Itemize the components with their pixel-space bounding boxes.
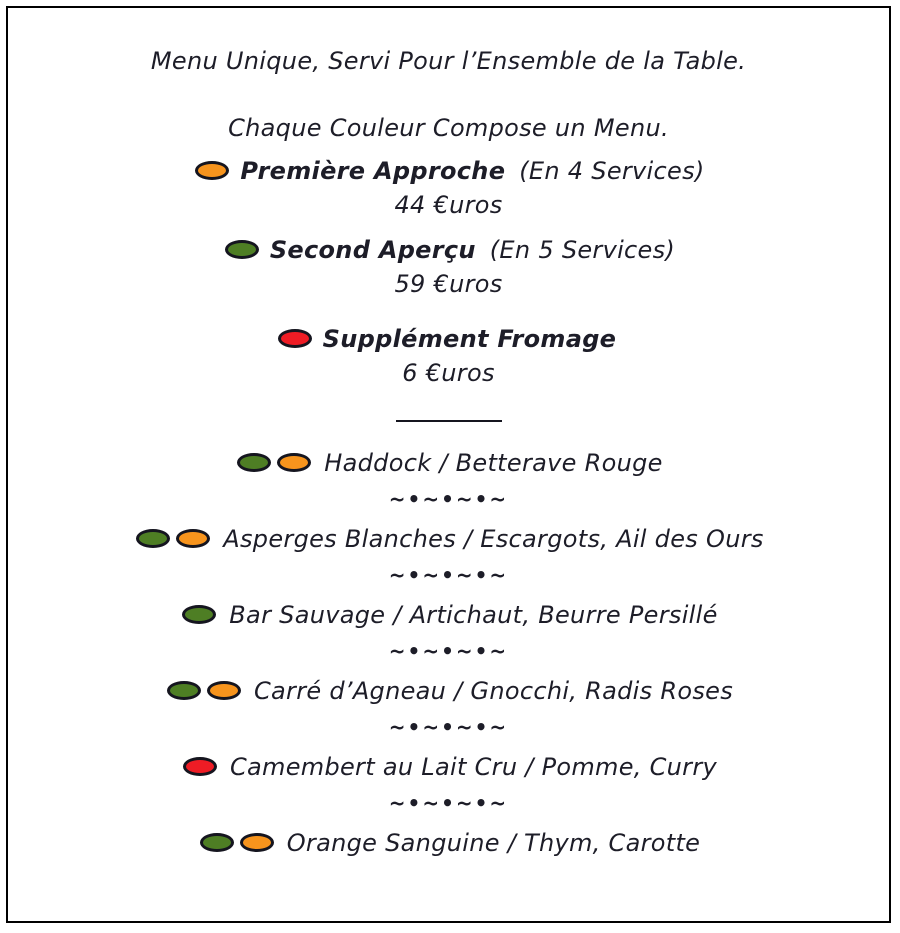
dish-dot-group (180, 753, 220, 781)
menu-subtitle: Chaque Couleur Compose un Menu. (228, 114, 669, 142)
dish-dot-group (164, 677, 244, 705)
dish-separator: ~•~•~•~ (388, 563, 509, 587)
green-dot (167, 681, 201, 700)
menu-option-price: 59 €uros (394, 270, 503, 298)
orange-dot (240, 833, 274, 852)
page-frame (6, 6, 891, 923)
dish-separator: ~•~•~•~ (388, 791, 509, 815)
dish-row (8, 750, 889, 784)
dish-row (8, 674, 889, 708)
dish-row (8, 598, 889, 632)
red-dot (183, 757, 217, 776)
dish-dot-group (179, 601, 219, 629)
menu-option-name: Supplément Fromage (322, 325, 617, 353)
dish-row (8, 522, 889, 556)
menu-option-price: 44 €uros (394, 191, 503, 219)
menu-option-second (8, 233, 889, 267)
dish-dot-group (234, 449, 314, 477)
dish-label: Asperges Blanches / Escargots, Ail des Ours (223, 525, 764, 553)
dish-dot-group (197, 829, 277, 857)
dish-label: Camembert au Lait Cru / Pomme, Curry (229, 753, 718, 781)
green-dot (237, 453, 271, 472)
menu-option-name: Second Aperçu (269, 236, 476, 264)
dish-separator: ~•~•~•~ (388, 487, 509, 511)
orange-dot (176, 529, 210, 548)
green-dot (136, 529, 170, 548)
menu-option-supplement (8, 322, 889, 356)
orange-dot (207, 681, 241, 700)
dish-separator: ~•~•~•~ (388, 715, 509, 739)
dish-label: Bar Sauvage / Artichaut, Beurre Persillé (229, 601, 718, 629)
green-dot (225, 240, 259, 259)
orange-dot (277, 453, 311, 472)
menu-option-detail: (En 4 Services) (519, 157, 705, 185)
orange-dot (195, 161, 229, 180)
menu-option-detail: (En 5 Services) (489, 236, 676, 264)
dish-label: Haddock / Betterave Rouge (324, 449, 663, 477)
menu-title: Menu Unique, Servi Pour l’Ensemble de la Table. (150, 47, 747, 75)
dish-label: Orange Sanguine / Thym, Carotte (286, 829, 701, 857)
dish-dot-group (133, 525, 213, 553)
dish-row (8, 446, 889, 480)
dish-label: Carré d’Agneau / Gnocchi, Radis Roses (253, 677, 734, 705)
menu-option-name: Première Approche (240, 157, 506, 185)
green-dot (182, 605, 216, 624)
section-divider (396, 420, 502, 422)
dish-row (8, 826, 889, 860)
menu-option-premiere (8, 154, 889, 188)
green-dot (200, 833, 234, 852)
menu-option-price: 6 €uros (402, 359, 495, 387)
red-dot (278, 329, 312, 348)
dish-separator: ~•~•~•~ (388, 639, 509, 663)
